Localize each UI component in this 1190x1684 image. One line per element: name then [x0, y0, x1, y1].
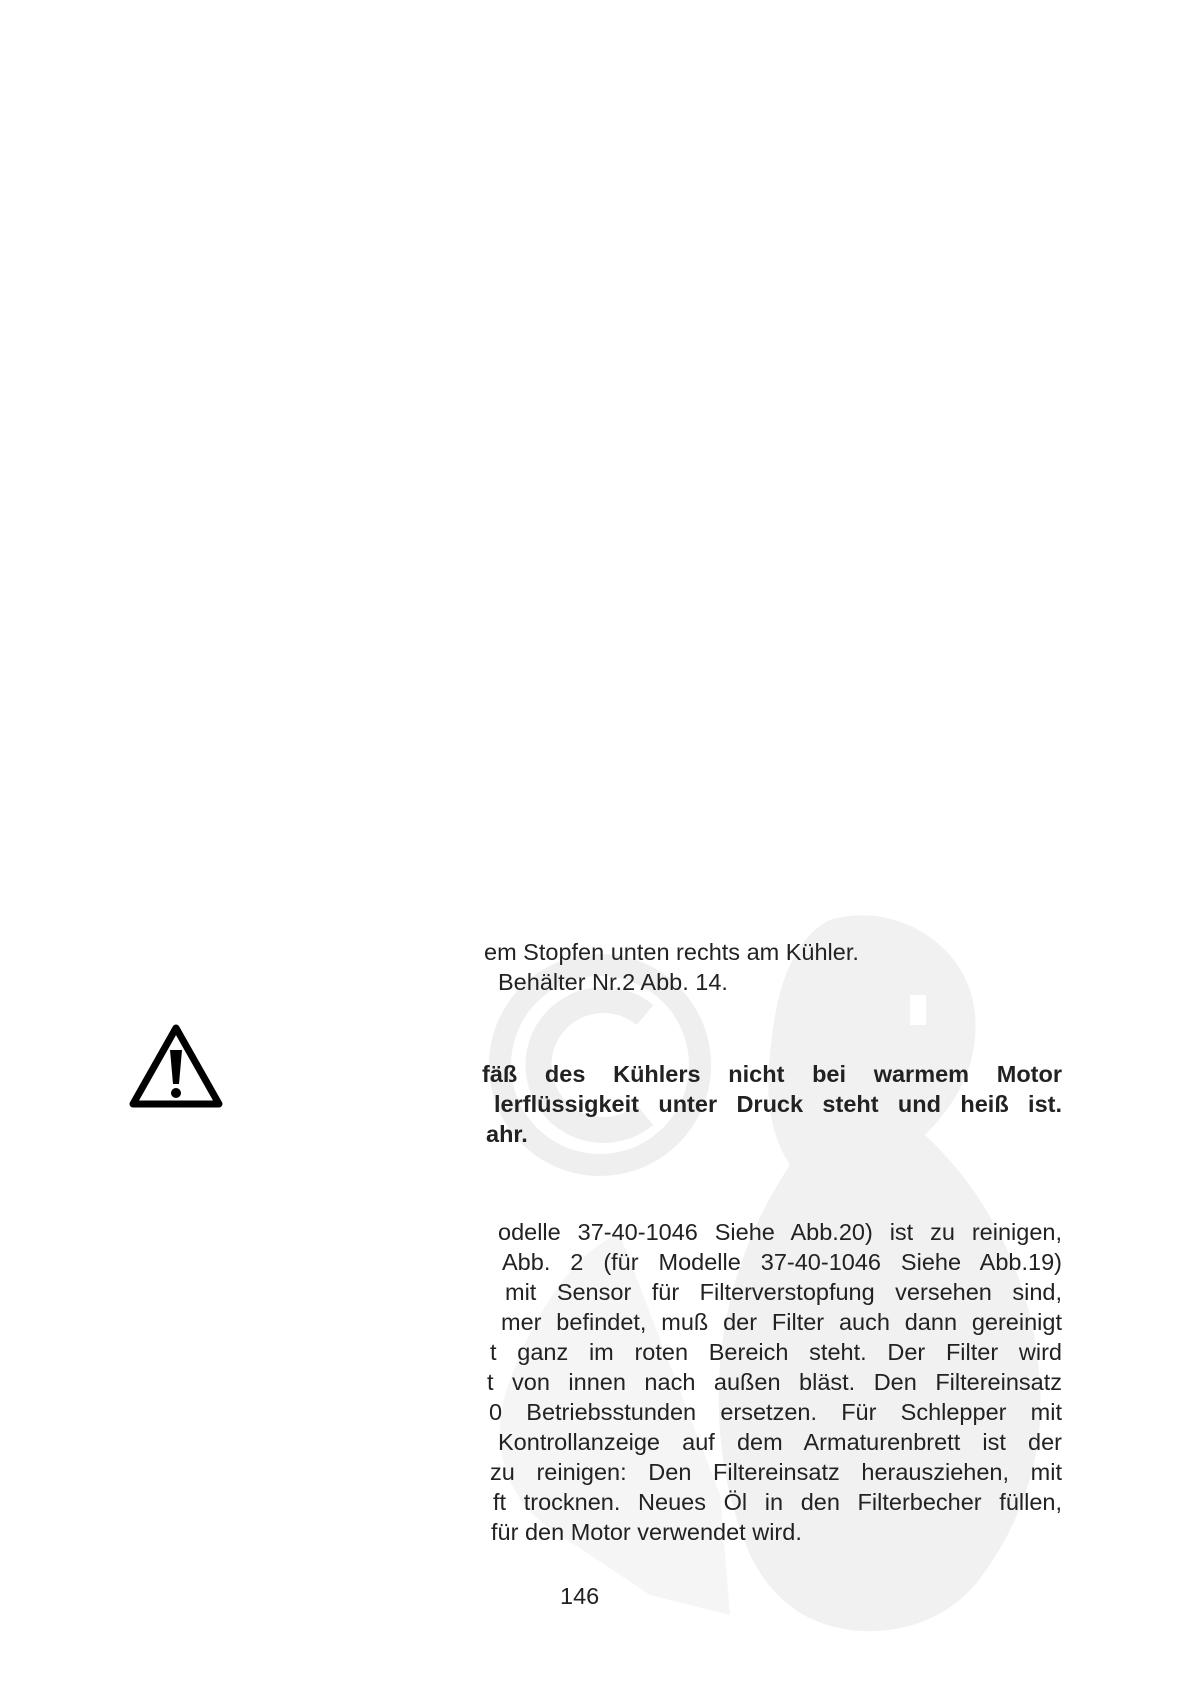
text-line: t von innen nach außen bläst. Den Filtereinsatz [487, 1369, 1062, 1395]
text-line: mer befindet, muß der Filter auch dann gereinigt [501, 1309, 1062, 1335]
text-line: t ganz im roten Bereich steht. Der Filter wird [490, 1339, 1062, 1365]
text-line: 0 Betriebsstunden ersetzen. Für Schlepper mit [489, 1399, 1062, 1425]
warning-text-line: ahr. [486, 1121, 528, 1147]
page-number: 146 [560, 1583, 600, 1609]
text-line: em Stopfen unten rechts am Kühler. [484, 939, 859, 965]
text-line: Behälter Nr.2 Abb. 14. [498, 969, 728, 995]
text-line: Abb. 2 (für Modelle 37-40-1046 Siehe Abb.19) [502, 1249, 1062, 1275]
warning-text-line: fäß des Kühlers nicht bei warmem Motor [482, 1061, 1062, 1087]
text-line: odelle 37-40-1046 Siehe Abb.20) ist zu reinigen, [498, 1219, 1062, 1245]
text-line: Kontrollanzeige auf dem Armaturenbrett ist der [498, 1429, 1062, 1455]
text-line: zu reinigen: Den Filtereinsatz herausziehen, mit [490, 1459, 1062, 1485]
text-line: mit Sensor für Filterverstopfung versehen sind, [505, 1279, 1062, 1305]
text-line: ft trocknen. Neues Öl in den Filterbecher füllen, [493, 1489, 1062, 1515]
text-line: für den Motor verwendet wird. [491, 1519, 802, 1545]
warning-triangle-icon [128, 1022, 224, 1110]
warning-text-line: lerflüssigkeit unter Druck steht und heiß ist. [494, 1091, 1062, 1117]
